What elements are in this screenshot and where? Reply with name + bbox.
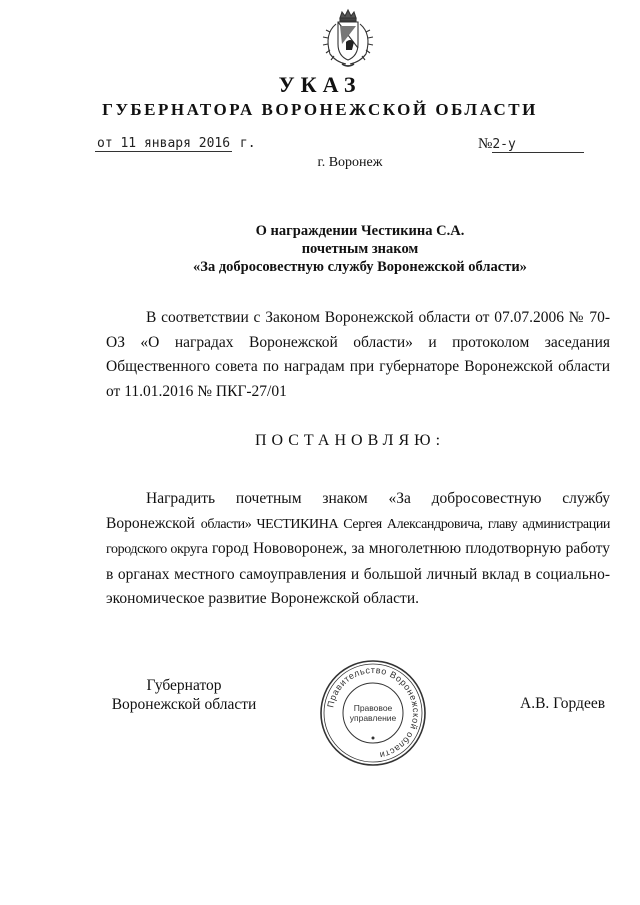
coat-of-arms-icon (318, 8, 378, 70)
preamble-text: В соответствии с Законом Воронежской области от 07.07.2006 № 70-ОЗ «О наградах Воронежской области» и протоколом заседания Общественного совета по наградам при губернаторе Воронежской области от 11.01.2016 № ПКГ-27/01 (106, 309, 610, 400)
heading-line-1: О награждении Честикина С.А. (255, 223, 465, 239)
document-subtitle: ГУБЕРНАТОРА ВОРОНЕЖСКОЙ ОБЛАСТИ (102, 100, 538, 119)
stamp-center-line-2: управление (349, 713, 397, 723)
number-line (478, 136, 584, 153)
decree-paragraph (106, 487, 610, 612)
number-sign: № (478, 136, 493, 152)
position-line-2: Воронежской области (111, 696, 257, 713)
date-field (95, 136, 232, 152)
heading-line-2: почетным знаком (301, 241, 419, 257)
date-value: 11 января 2016 (120, 136, 231, 151)
signatory-position (104, 676, 264, 714)
date-suffix: г. (239, 136, 256, 151)
official-stamp (318, 658, 428, 768)
decree-text-b: области» ЧЕСТИКИНА Сергея Александровича, главу администрации городского округа (106, 516, 611, 557)
date-line (95, 136, 256, 152)
signatory-name: А.В. Гордеев (520, 695, 606, 712)
decree-word: ПОСТАНОВЛЯЮ: (254, 432, 446, 449)
preamble-paragraph (106, 306, 610, 404)
decree-text-a: Наградить почетным знаком «За добросовестную службу Воронежской (106, 490, 610, 532)
date-prefix: от (97, 136, 113, 151)
city-label: г. Воронеж (317, 155, 383, 170)
stamp-center-line-1: Правовое (353, 703, 393, 713)
number-value: 2-у (492, 137, 584, 153)
document-title: УКАЗ (278, 72, 362, 97)
document-heading (150, 222, 570, 276)
position-line-1: Губернатор (146, 677, 222, 694)
stamp-ring-text: Правительство Воронежской области (325, 664, 422, 761)
decree-text-c: город Нововоронеж, за многолетнюю плодотворную работу в органах местного самоуправления и большой личный вклад в социально-экономическое развитие Воронежской области. (106, 540, 610, 607)
heading-line-3: «За добросовестную службу Воронежской области» (193, 259, 527, 275)
